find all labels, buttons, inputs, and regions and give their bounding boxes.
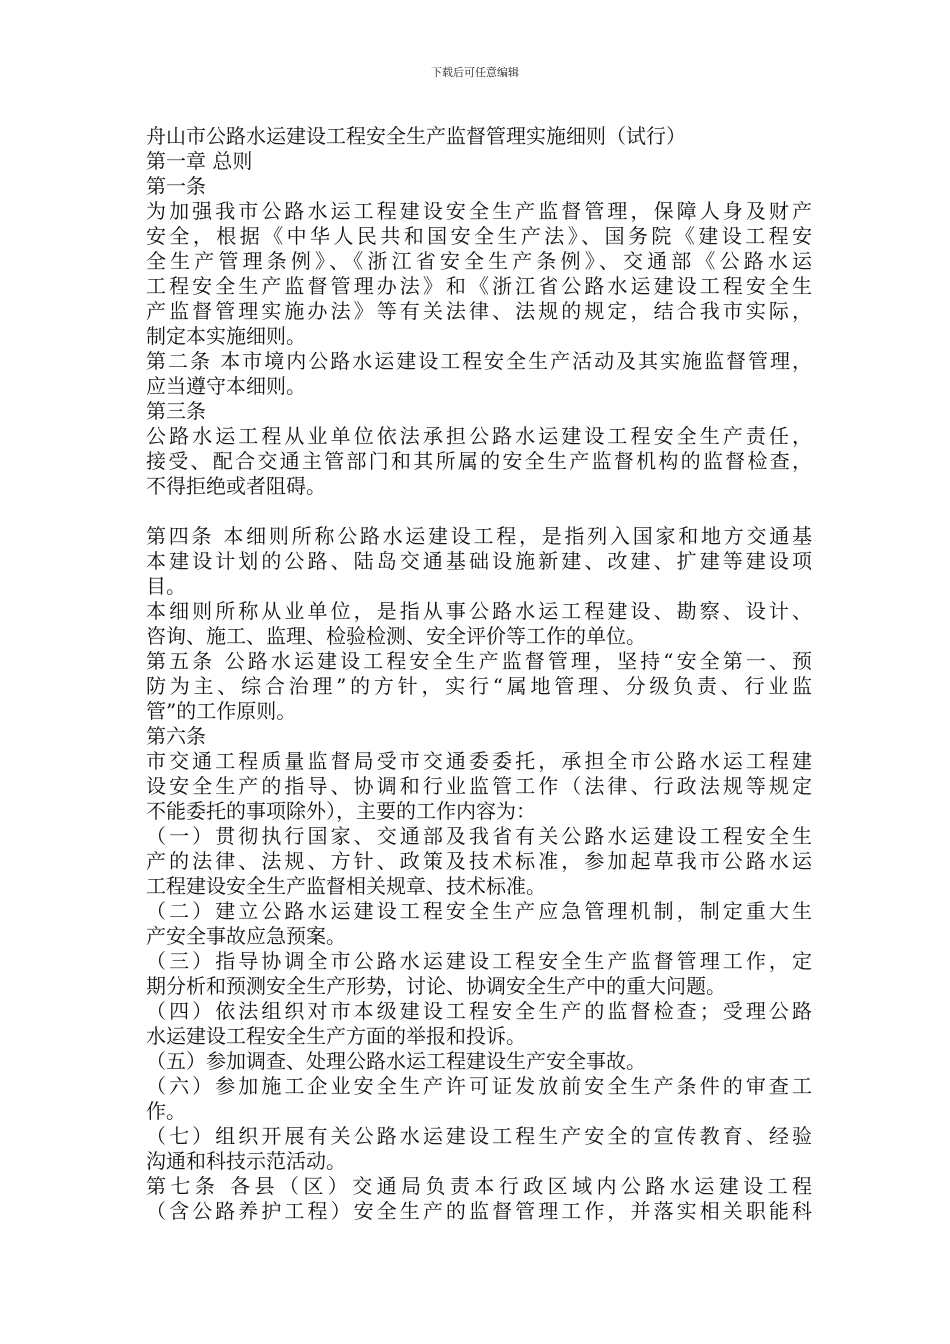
list-item-line: 产安全事故应急预案。 bbox=[146, 924, 346, 948]
list-item-line: 水运建设工程安全生产方面的举报和投诉。 bbox=[146, 1024, 526, 1048]
list-item-line: （一）贯彻执行国家、交通部及我省有关公路水运建设工程安全生 bbox=[146, 824, 812, 848]
list-item-line: 产的法律、法规、方针、政策及技术标准，参加起草我市公路水运 bbox=[146, 849, 812, 873]
paragraph-line: 接受、配合交通主管部门和其所属的安全生产监督机构的监督检查， bbox=[146, 449, 812, 473]
article-7-line: 第七条 各县（区）交通局负责本行政区域内公路水运建设工程 bbox=[146, 1174, 812, 1198]
article-2-line: 应当遵守本细则。 bbox=[146, 374, 306, 398]
document-title: 舟山市公路水运建设工程安全生产监督管理实施细则（试行） bbox=[146, 124, 686, 148]
article-4-line: 本细则所称从业单位，是指从事公路水运工程建设、勘察、设计、 bbox=[146, 599, 812, 623]
list-item-line: （三）指导协调全市公路水运建设工程安全生产监督管理工作，定 bbox=[146, 949, 812, 973]
paragraph-line: 全生产管理条例》、《浙江省安全生产条例》、交通部《公路水运 bbox=[146, 249, 812, 273]
header-note: 下载后可任意编辑 bbox=[431, 66, 519, 79]
document-body bbox=[146, 124, 812, 1224]
list-item-line: （二）建立公路水运建设工程安全生产应急管理机制，制定重大生 bbox=[146, 899, 812, 923]
article-3-heading: 第三条 bbox=[146, 399, 206, 423]
paragraph-line: 为加强我市公路水运工程建设安全生产监督管理，保障人身及财产 bbox=[146, 199, 812, 223]
list-item-line: 期分析和预测安全生产形势，讨论、协调安全生产中的重大问题。 bbox=[146, 974, 726, 998]
article-6-heading: 第六条 bbox=[146, 724, 206, 748]
article-4-line: 第四条 本细则所称公路水运建设工程，是指列入国家和地方交通基 bbox=[146, 524, 812, 548]
list-item-line: （五）参加调查、处理公路水运工程建设生产安全事故。 bbox=[146, 1049, 646, 1073]
paragraph-line: 工程安全生产监督管理办法》和《浙江省公路水运建设工程安全生 bbox=[146, 274, 812, 298]
article-5-line: 第五条 公路水运建设工程安全生产监督管理，坚持“安全第一、预 bbox=[146, 649, 812, 673]
list-item-line: 作。 bbox=[146, 1099, 186, 1123]
paragraph-line: 设安全生产的指导、协调和行业监管工作（法律、行政法规等规定 bbox=[146, 774, 812, 798]
list-item-line: （六）参加施工企业安全生产许可证发放前安全生产条件的审查工 bbox=[146, 1074, 812, 1098]
article-1-heading: 第一条 bbox=[146, 174, 206, 198]
paragraph-line: 产监督管理实施办法》等有关法律、法规的规定，结合我市实际， bbox=[146, 299, 812, 323]
article-4-line: 咨询、施工、监理、检验检测、安全评价等工作的单位。 bbox=[146, 624, 646, 648]
paragraph-line: 不能委托的事项除外），主要的工作内容为： bbox=[146, 799, 536, 823]
list-item-line: （四）依法组织对市本级建设工程安全生产的监督检查；受理公路 bbox=[146, 999, 812, 1023]
paragraph-line: 安全，根据《中华人民共和国安全生产法》、国务院《建设工程安 bbox=[146, 224, 812, 248]
article-4-line: 目。 bbox=[146, 574, 186, 598]
list-item-line: （七）组织开展有关公路水运建设工程生产安全的宣传教育、经验 bbox=[146, 1124, 812, 1148]
paragraph-line: 公路水运工程从业单位依法承担公路水运建设工程安全生产责任， bbox=[146, 424, 812, 448]
chapter-heading: 第一章 总则 bbox=[146, 149, 253, 173]
blank-line bbox=[146, 499, 812, 524]
article-5-line: 管”的工作原则。 bbox=[146, 699, 297, 723]
paragraph-line: 制定本实施细则。 bbox=[146, 324, 306, 348]
article-4-line: 本建设计划的公路、陆岛交通基础设施新建、改建、扩建等建设项 bbox=[146, 549, 812, 573]
article-5-line: 防为主、综合治理”的方针，实行“属地管理、分级负责、行业监 bbox=[146, 674, 812, 698]
list-item-line: 工程建设安全生产监督相关规章、技术标准。 bbox=[146, 874, 546, 898]
list-item-line: 沟通和科技示范活动。 bbox=[146, 1149, 346, 1173]
paragraph-line: 不得拒绝或者阻碍。 bbox=[146, 474, 326, 498]
article-2-line: 第二条 本市境内公路水运建设工程安全生产活动及其实施监督管理， bbox=[146, 349, 812, 373]
paragraph-line: 市交通工程质量监督局受市交通委委托，承担全市公路水运工程建 bbox=[146, 749, 812, 773]
article-7-line: （含公路养护工程）安全生产的监督管理工作，并落实相关职能科 bbox=[146, 1199, 812, 1223]
